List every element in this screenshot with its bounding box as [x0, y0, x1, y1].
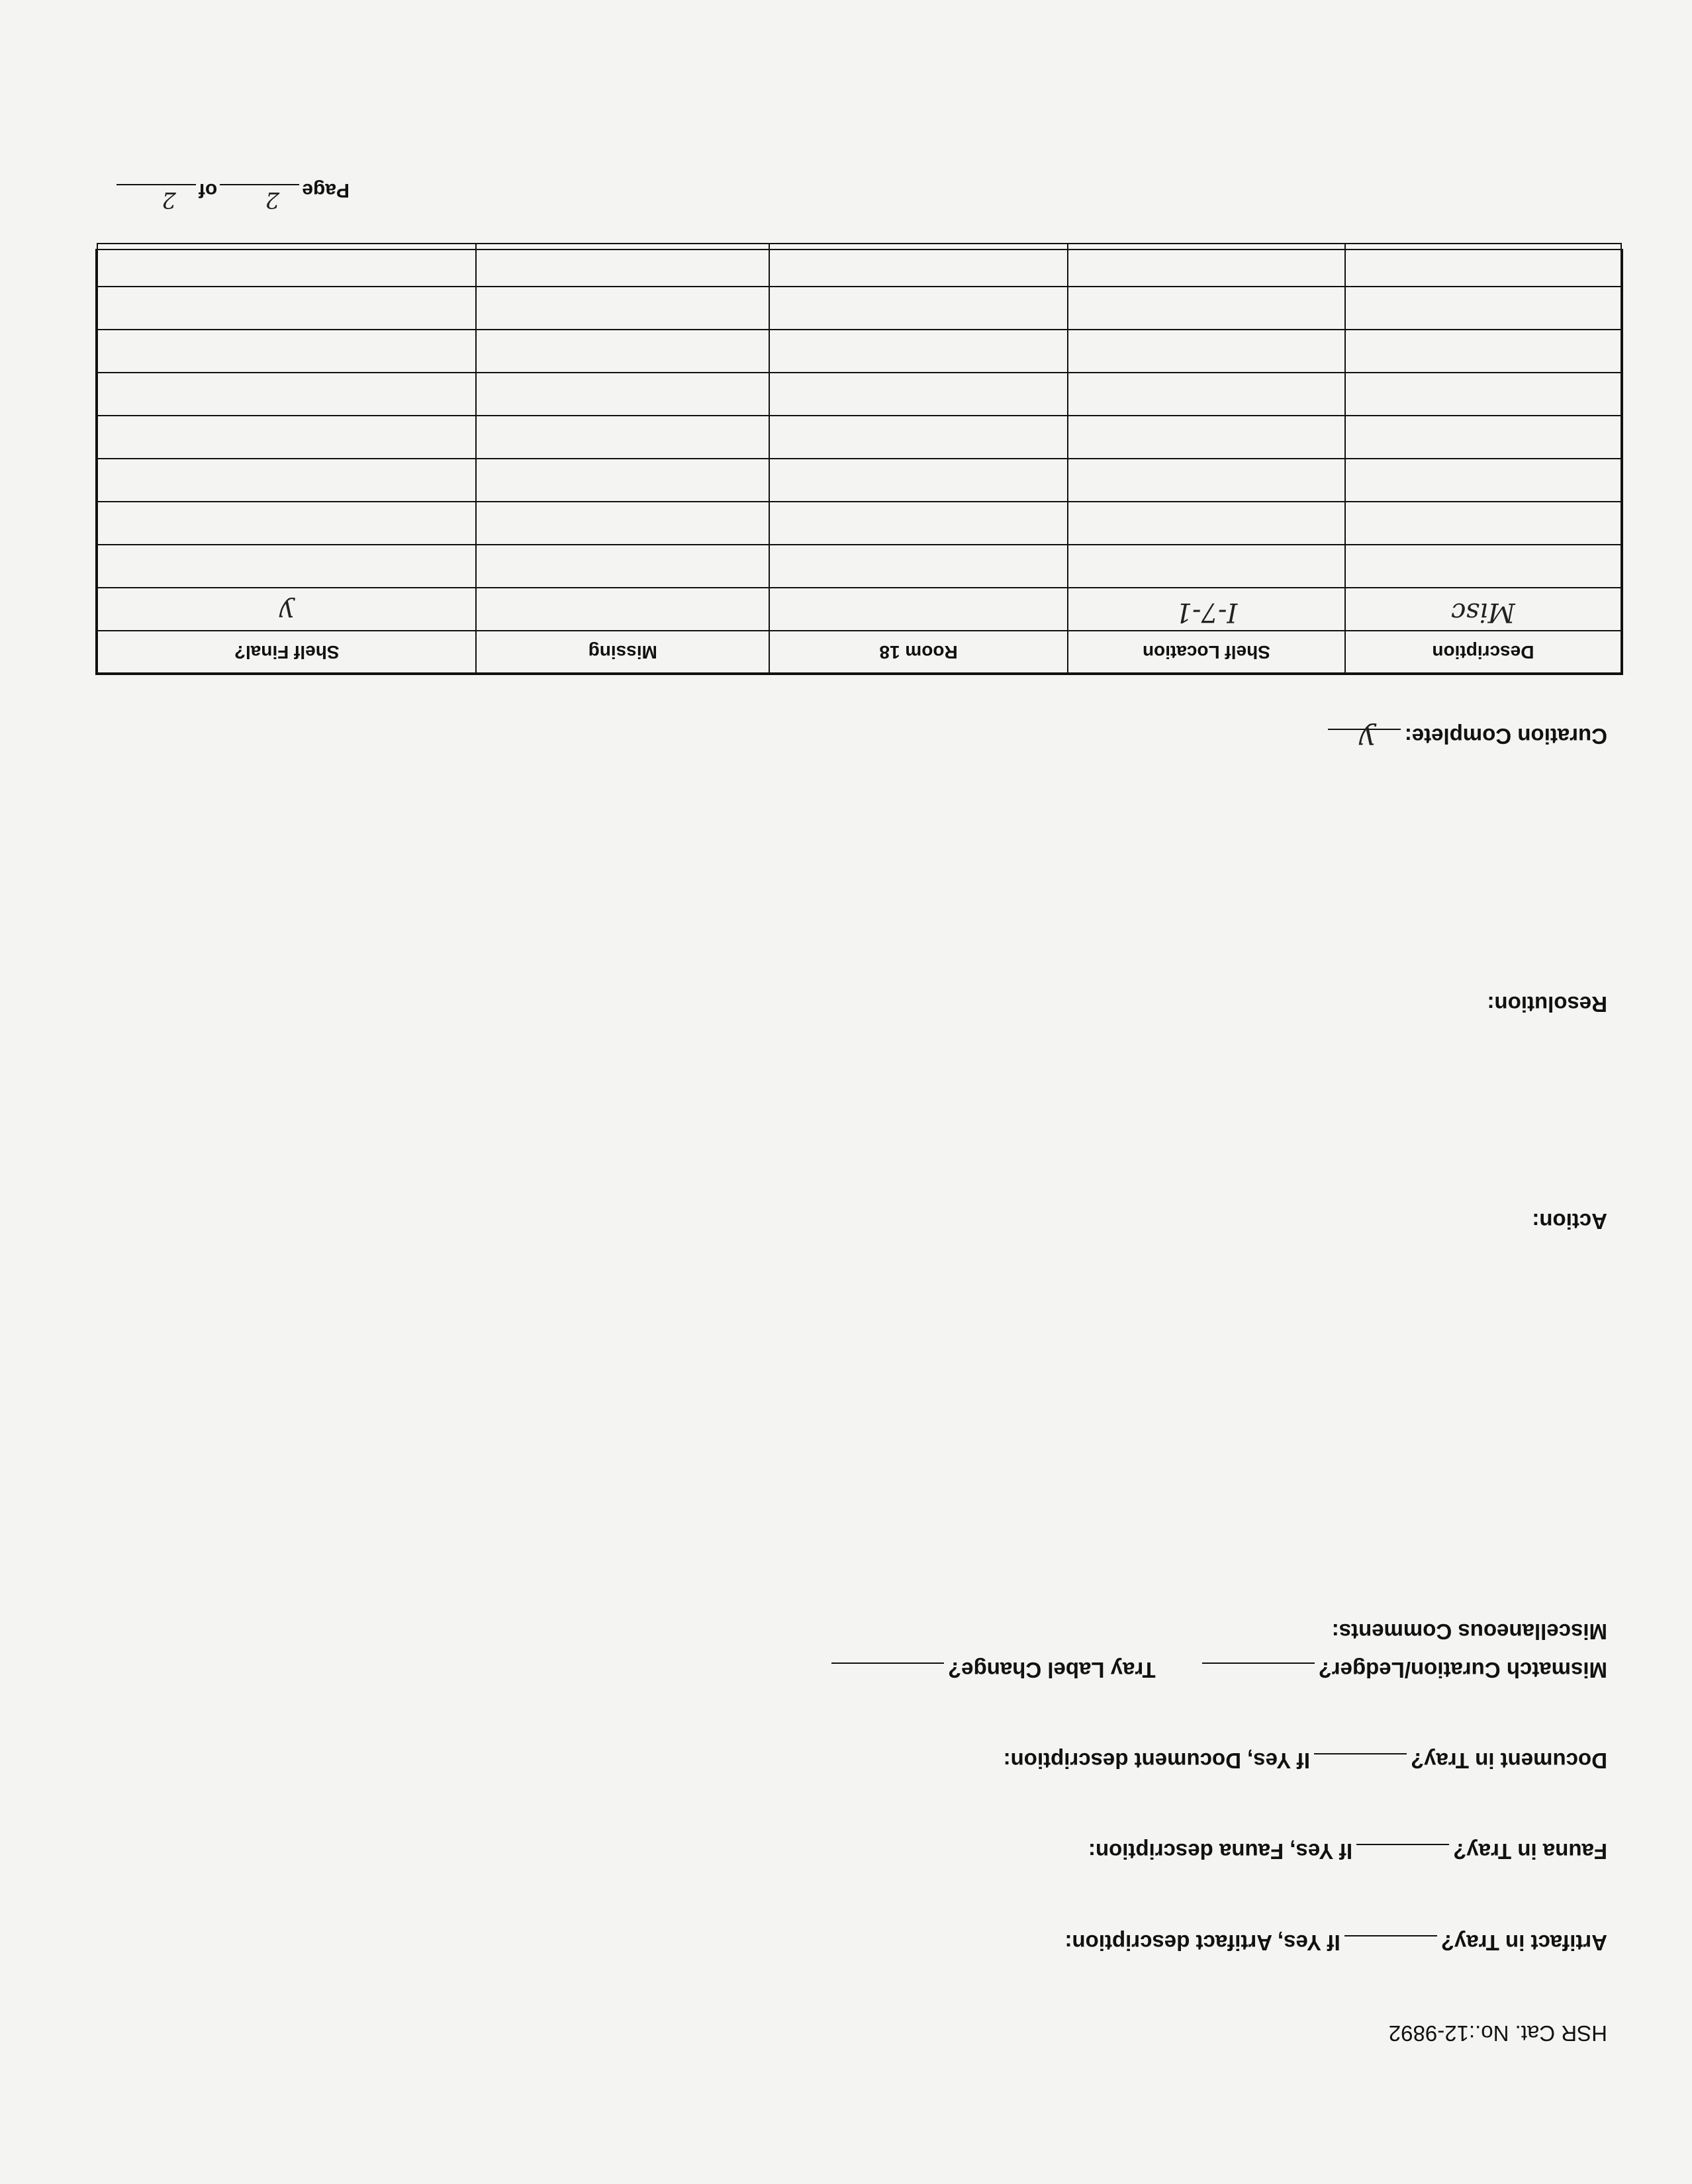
table-row: [97, 416, 1621, 459]
artifact-blank[interactable]: [1344, 1935, 1437, 1955]
curation-complete-label: Curation Complete:: [1404, 724, 1607, 749]
table-cell[interactable]: [476, 502, 769, 545]
curation-complete-handwriting: y: [1358, 723, 1376, 756]
table-cell[interactable]: [97, 244, 476, 287]
table-cell[interactable]: [1345, 459, 1621, 502]
action-label: Action:: [1532, 1209, 1607, 1234]
table-cell[interactable]: [769, 244, 1068, 287]
table-row: [97, 459, 1621, 502]
table-cell[interactable]: [1345, 502, 1621, 545]
cell-text: I-7-1: [1175, 597, 1238, 627]
table-cell[interactable]: [97, 459, 476, 502]
header-shelf-final: Shelf Final?: [97, 631, 476, 673]
page-total-handwriting: 2: [162, 187, 176, 213]
table-cell[interactable]: [1345, 416, 1621, 459]
table-cell[interactable]: [1345, 244, 1621, 287]
fauna-row: [1088, 1838, 1607, 1864]
table-cell[interactable]: [769, 287, 1068, 330]
artifact-description-label: If Yes, Artifact description:: [1064, 1931, 1340, 1955]
mismatch-row: [827, 1657, 1607, 1683]
cat-no-value: 12-9892: [1388, 2021, 1469, 2046]
table-row: [97, 373, 1621, 416]
cell-text: y: [279, 597, 295, 627]
curation-complete-blank[interactable]: [1328, 723, 1401, 756]
table-cell[interactable]: [769, 588, 1068, 631]
table-cell[interactable]: [97, 287, 476, 330]
table-cell[interactable]: [97, 502, 476, 545]
table-cell[interactable]: [476, 330, 769, 373]
table-cell[interactable]: [97, 330, 476, 373]
table-cell[interactable]: [769, 545, 1068, 588]
table-row: [97, 244, 1621, 287]
table-cell[interactable]: [1345, 588, 1621, 631]
table-cell[interactable]: [1068, 459, 1345, 502]
fauna-description-label: If Yes, Fauna description:: [1088, 1839, 1353, 1864]
tray-label-blank[interactable]: [831, 1662, 944, 1682]
table-cell[interactable]: [97, 373, 476, 416]
header-missing: Missing: [476, 631, 769, 673]
page-current-blank[interactable]: [220, 184, 299, 213]
header-description: Description: [1345, 631, 1621, 673]
shelf-table: [95, 249, 1623, 675]
table-cell[interactable]: [769, 330, 1068, 373]
document-blank[interactable]: [1314, 1753, 1407, 1773]
table-cell[interactable]: [1345, 373, 1621, 416]
page-total-blank[interactable]: [117, 184, 196, 213]
table-row: [97, 287, 1621, 330]
artifact-row: [1064, 1929, 1607, 1956]
page-of-label: of: [198, 179, 218, 201]
table-cell[interactable]: [1068, 502, 1345, 545]
page-label: Page: [302, 179, 350, 201]
table-cell[interactable]: [769, 502, 1068, 545]
table-cell[interactable]: [1068, 330, 1345, 373]
table-cell[interactable]: [1068, 287, 1345, 330]
table-cell[interactable]: [476, 287, 769, 330]
page-counter: [114, 179, 350, 213]
table-cell[interactable]: [97, 588, 476, 631]
document-description-label: If Yes, Document description:: [1003, 1749, 1310, 1773]
table-cell[interactable]: [476, 545, 769, 588]
cat-no-row: [1389, 2020, 1607, 2046]
table-cell[interactable]: [1068, 244, 1345, 287]
mismatch-blank[interactable]: [1202, 1662, 1315, 1682]
fauna-blank[interactable]: [1356, 1844, 1449, 1864]
table-cell[interactable]: [769, 373, 1068, 416]
table-cell[interactable]: [476, 588, 769, 631]
table-cell[interactable]: [1068, 545, 1345, 588]
table-cell[interactable]: [1345, 330, 1621, 373]
misc-comments-label: Miscellaneous Comments:: [1331, 1619, 1607, 1644]
table-cell[interactable]: [1068, 373, 1345, 416]
page-current-handwriting: 2: [265, 187, 280, 213]
header-shelf-location: Shelf Location: [1068, 631, 1345, 673]
fauna-question: Fauna in Tray?: [1453, 1839, 1607, 1864]
curation-complete-row: [1324, 723, 1607, 756]
table-cell[interactable]: [1345, 287, 1621, 330]
header-room-18: Room 18: [769, 631, 1068, 673]
table-cell[interactable]: [1068, 588, 1345, 631]
table-row: [97, 330, 1621, 373]
table-cell[interactable]: [97, 545, 476, 588]
table-row: [97, 545, 1621, 588]
table-header-row: [97, 631, 1621, 673]
table-cell[interactable]: [769, 416, 1068, 459]
table-row: [97, 588, 1621, 631]
tray-label-question: Tray Label Change?: [948, 1658, 1156, 1682]
table-cell[interactable]: [476, 416, 769, 459]
table-cell[interactable]: [476, 373, 769, 416]
table-cell[interactable]: [97, 416, 476, 459]
cell-text: Misc: [1451, 597, 1515, 627]
cat-no-label: HSR Cat. No.:: [1468, 2021, 1607, 2046]
document-row: [1004, 1747, 1607, 1774]
table-cell[interactable]: [1068, 416, 1345, 459]
table-cell[interactable]: [476, 459, 769, 502]
table-cell[interactable]: [769, 459, 1068, 502]
resolution-label: Resolution:: [1487, 992, 1607, 1017]
mismatch-question: Mismatch Curation/Ledger?: [1318, 1658, 1607, 1682]
artifact-question: Artifact in Tray?: [1440, 1931, 1607, 1955]
document-question: Document in Tray?: [1410, 1749, 1607, 1773]
table-row: [97, 502, 1621, 545]
table-cell[interactable]: [1345, 545, 1621, 588]
table-cell[interactable]: [476, 244, 769, 287]
